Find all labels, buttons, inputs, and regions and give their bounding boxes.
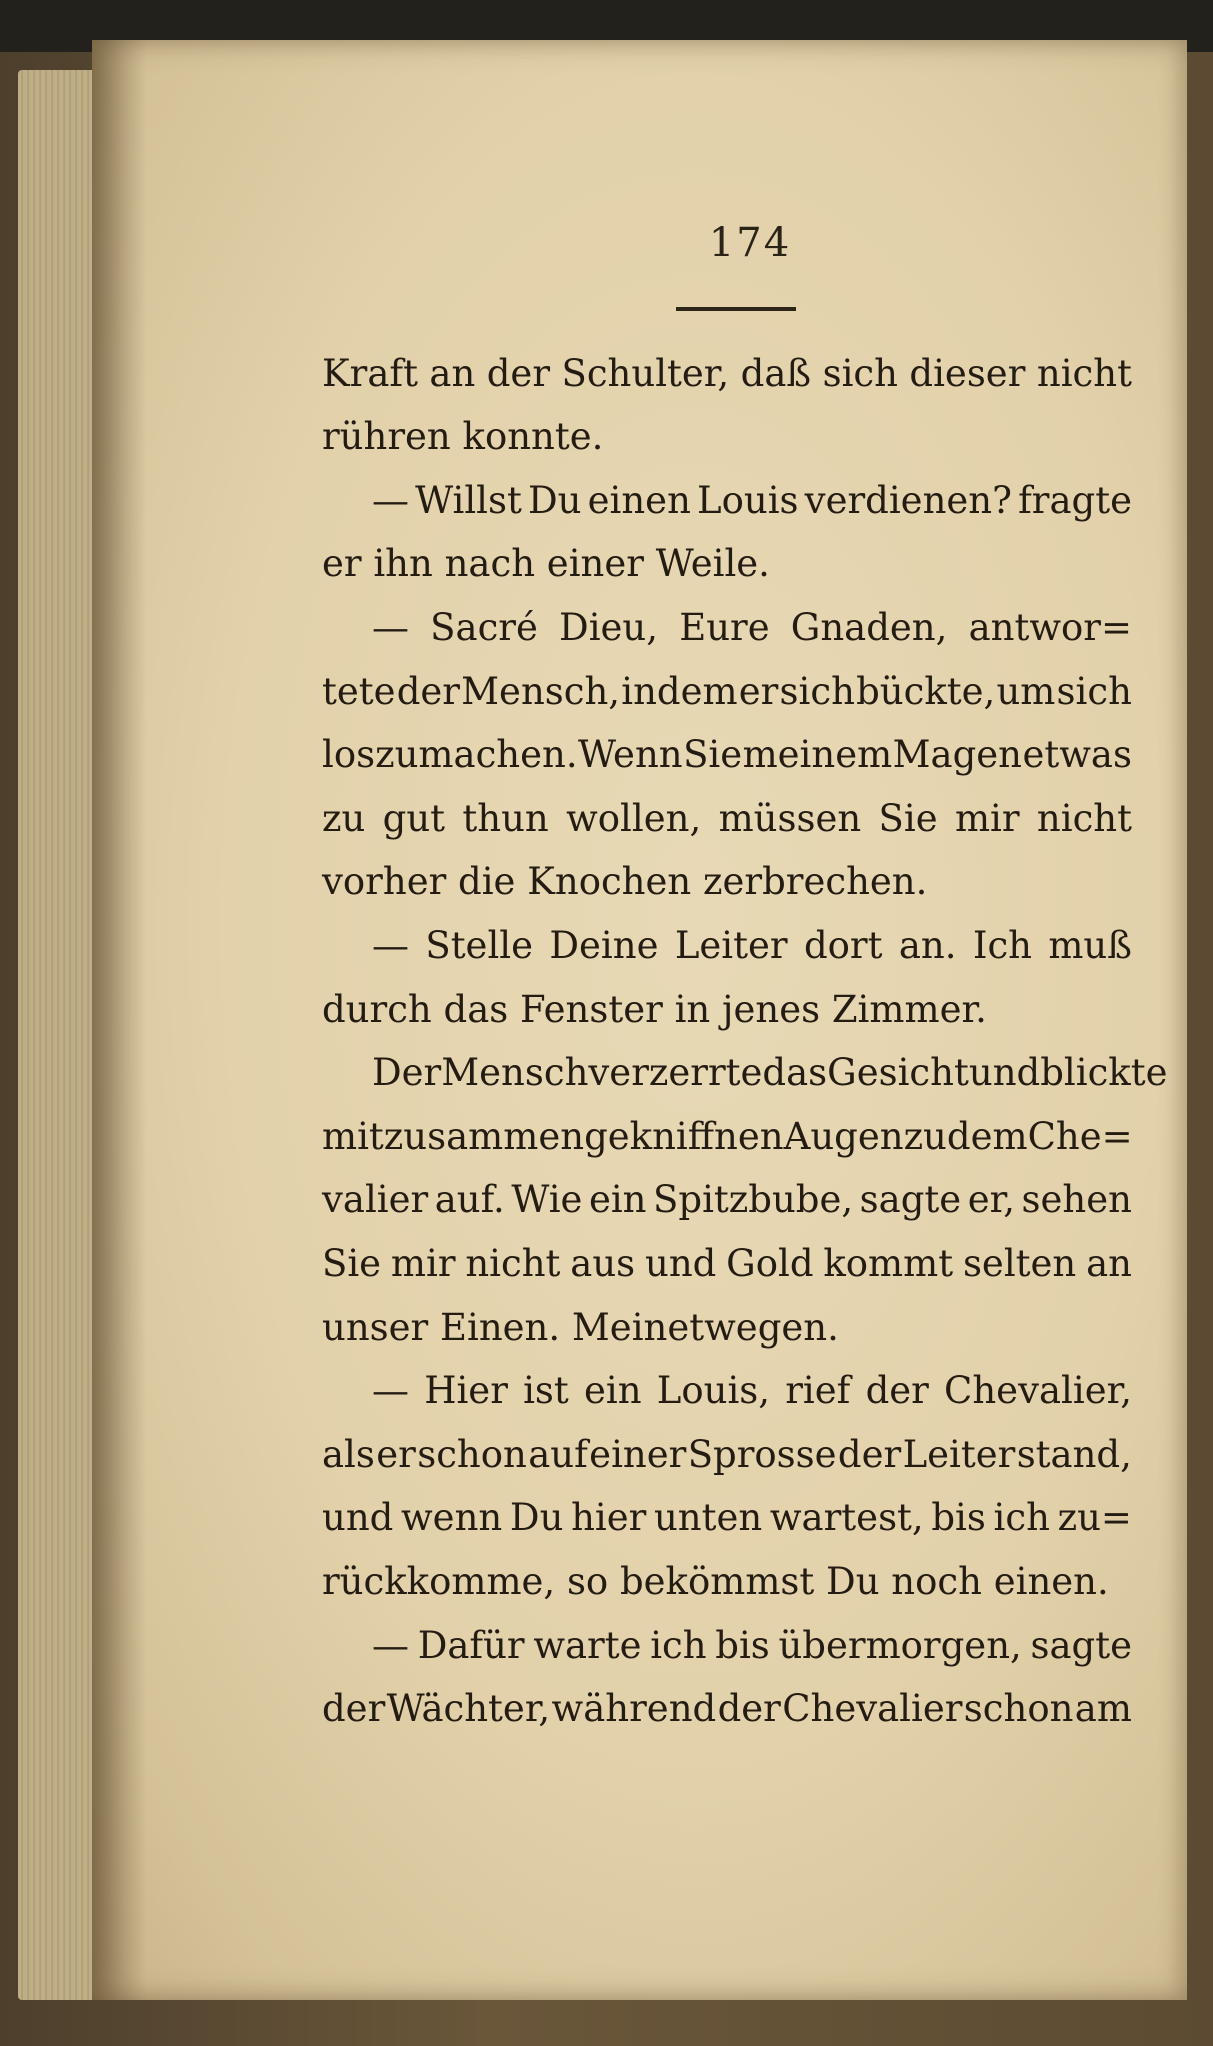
text-line: rühren konnte. <box>322 415 604 458</box>
text-line: durch das Fenster in jenes Zimmer. <box>322 988 987 1031</box>
page-number: 174 <box>708 220 792 266</box>
text-line: — Sacré Dieu, Eure Gnaden, antwor= <box>372 606 1132 649</box>
page-gutter-shadow <box>92 40 147 2000</box>
text-line: als er schon auf einer Sprosse der Leiter stand, <box>322 1433 1132 1476</box>
text-line: der Wächter, während der Chevalier schon am <box>322 1687 1132 1730</box>
text-line: valier auf. Wie ein Spitzbube, sagte er, sehen <box>322 1178 1132 1221</box>
text-line: — Hier ist ein Louis, rief der Chevalier, <box>372 1369 1132 1412</box>
text-line: Der Mensch verzerrte das Gesicht und blickte <box>372 1051 1168 1094</box>
text-line: tete der Mensch, indem er sich bückte, um sich <box>322 670 1132 713</box>
text-line: — Dafür warte ich bis übermorgen, sagte <box>372 1624 1132 1667</box>
text-line: unser Einen. Meinetwegen. <box>322 1306 839 1349</box>
text-line: zu gut thun wollen, müssen Sie mir nicht <box>322 797 1132 840</box>
text-line: loszumachen. Wenn Sie meinem Magen etwas <box>322 733 1132 776</box>
text-line: er ihn nach einer Weile. <box>322 542 770 585</box>
header-rule <box>676 307 796 311</box>
text-line: — Stelle Deine Leiter dort an. Ich muß <box>372 924 1132 967</box>
text-line: und wenn Du hier unten wartest, bis ich zu= <box>322 1496 1132 1539</box>
text-line: Sie mir nicht aus und Gold kommt selten an <box>322 1242 1132 1285</box>
text-line: vorher die Knochen zerbrechen. <box>322 860 928 903</box>
page-edges <box>18 70 98 2000</box>
text-line: mit zusammen gekniffnen Augen zu dem Che= <box>322 1115 1133 1158</box>
text-line: rückkomme, so bekömmst Du noch einen. <box>322 1560 1109 1603</box>
text-line: — Willst Du einen Louis verdienen? fragte <box>372 479 1132 522</box>
text-line: Kraft an der Schulter, daß sich dieser nicht <box>322 352 1132 395</box>
